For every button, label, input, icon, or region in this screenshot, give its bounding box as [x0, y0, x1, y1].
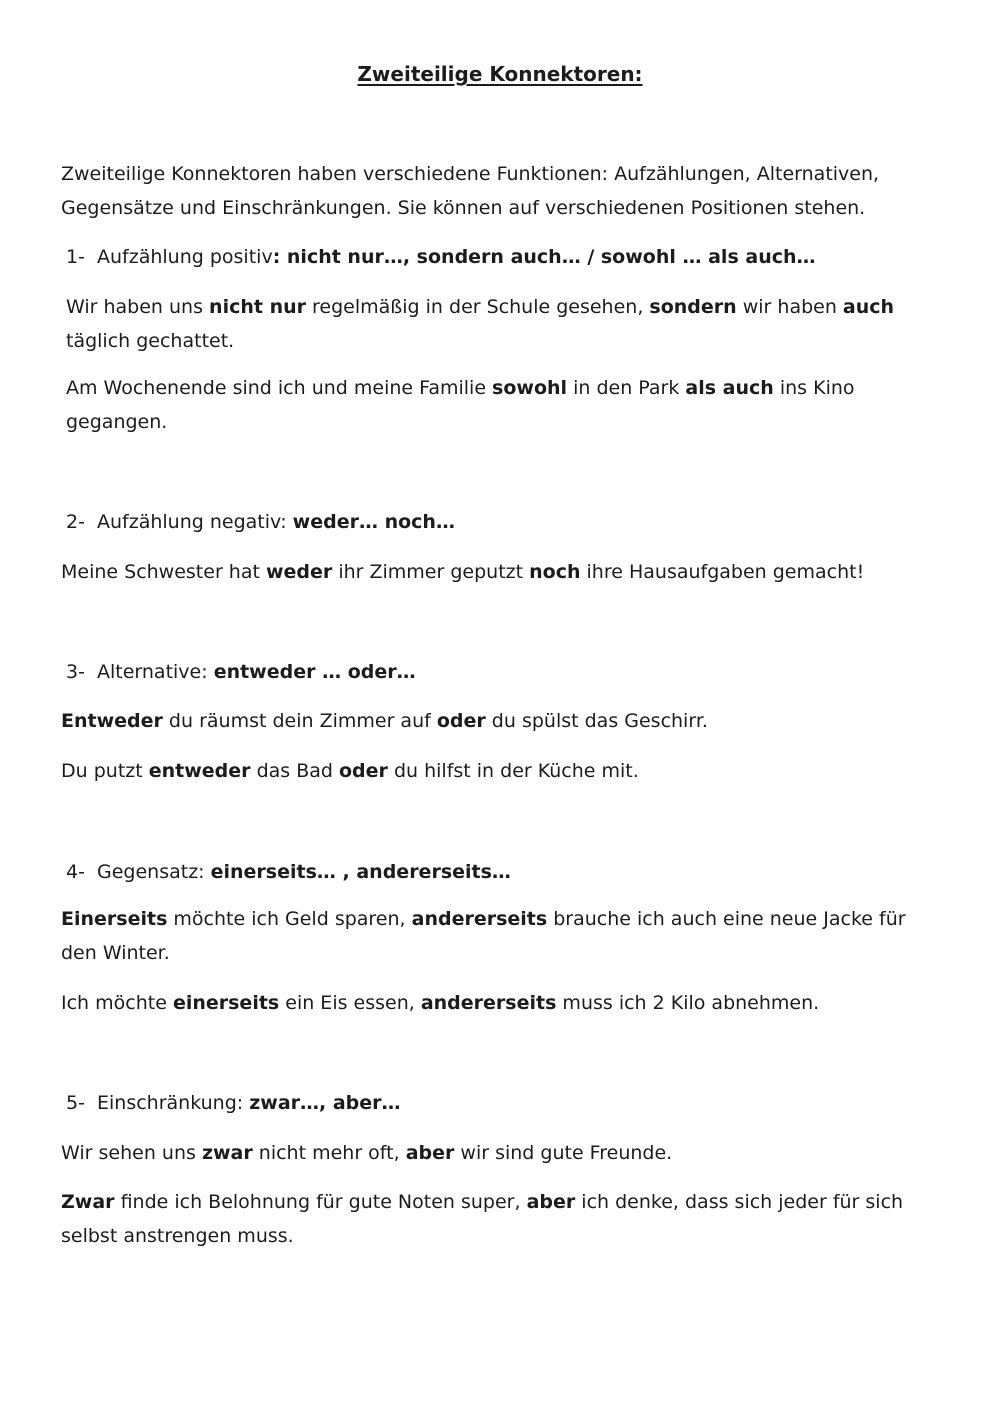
section-label: Alternative: [97, 661, 214, 683]
connector-word: zwar [201, 1142, 253, 1164]
section-heading-3 [66, 655, 416, 689]
section-connector: weder… noch… [292, 511, 455, 533]
section-heading-4 [66, 855, 511, 889]
connector-word: oder [339, 760, 388, 782]
section-connector: zwar…, aber… [249, 1092, 401, 1114]
connector-word: aber [526, 1191, 576, 1213]
section-label: Gegensatz: [97, 861, 211, 883]
connector-word: sowohl [492, 377, 568, 399]
example-sentence: Entweder du räumst dein Zimmer auf oder du spülst das Geschirr. [61, 710, 708, 732]
section-connector: einerseits… , andererseits… [210, 861, 511, 883]
example-sentence: Ich möchte einerseits ein Eis essen, andererseits muss ich 2 Kilo abnehmen. [61, 992, 820, 1014]
example-sentence: Einerseits möchte ich Geld sparen, andererseits brauche ich auch eine neue Jacke für den Winter. [61, 908, 906, 964]
connector-word: Zwar [61, 1191, 115, 1213]
connector-word: weder [265, 561, 333, 583]
connector-word: aber [405, 1142, 455, 1164]
example-sentence: Zwar finde ich Belohnung für gute Noten super, aber ich denke, dass sich jeder für sich selbst anstrengen muss. [61, 1191, 904, 1247]
connector-word: nicht nur [209, 296, 306, 318]
section-number: 3- [66, 661, 85, 683]
connector-word: einerseits [172, 992, 280, 1014]
example-sentence: Meine Schwester hat weder ihr Zimmer geputzt noch ihre Hausaufgaben gemacht! [61, 561, 865, 583]
section-connector: entweder … oder… [213, 661, 416, 683]
connector-word: Entweder [61, 710, 163, 732]
intro-paragraph: Zweiteilige Konnektoren haben verschiedene Funktionen: Aufzählungen, Alternativen, Gegensätze und Einschränkungen. Sie können auf verschiedenen Positionen stehen. [61, 163, 880, 219]
connector-word: noch [529, 561, 581, 583]
page-title: Zweiteilige Konnektoren: [357, 62, 643, 86]
example-sentence: Am Wochenende sind ich und meine Familie sowohl in den Park als auch ins Kino gegangen. [66, 377, 855, 433]
example-sentence: Du putzt entweder das Bad oder du hilfst in der Küche mit. [61, 760, 639, 782]
section-number: 2- [66, 511, 85, 533]
connector-word: entweder [148, 760, 251, 782]
connector-word: auch [842, 296, 895, 318]
section-number: 1- [66, 246, 85, 268]
connector-word: sondern [649, 296, 737, 318]
section-heading-5 [66, 1086, 401, 1120]
connector-word: als auch [685, 377, 774, 399]
section-label: Aufzählung positiv [97, 246, 273, 268]
example-sentence: Wir sehen uns zwar nicht mehr oft, aber wir sind gute Freunde. [61, 1142, 673, 1164]
section-connector: : nicht nur…, sondern auch… / sowohl … als auch… [272, 246, 816, 268]
example-sentence: Wir haben uns nicht nur regelmäßig in der Schule gesehen, sondern wir haben auch täglich gechattet. [66, 296, 895, 352]
section-heading-2 [66, 505, 455, 539]
section-number: 5- [66, 1092, 85, 1114]
connector-word: andererseits [411, 908, 548, 930]
connector-word: Einerseits [61, 908, 168, 930]
connector-word: andererseits [420, 992, 557, 1014]
section-number: 4- [66, 861, 85, 883]
section-heading-1 [66, 240, 816, 274]
connector-word: oder [436, 710, 486, 732]
section-label: Einschränkung: [97, 1092, 250, 1114]
section-label: Aufzählung negativ: [97, 511, 293, 533]
